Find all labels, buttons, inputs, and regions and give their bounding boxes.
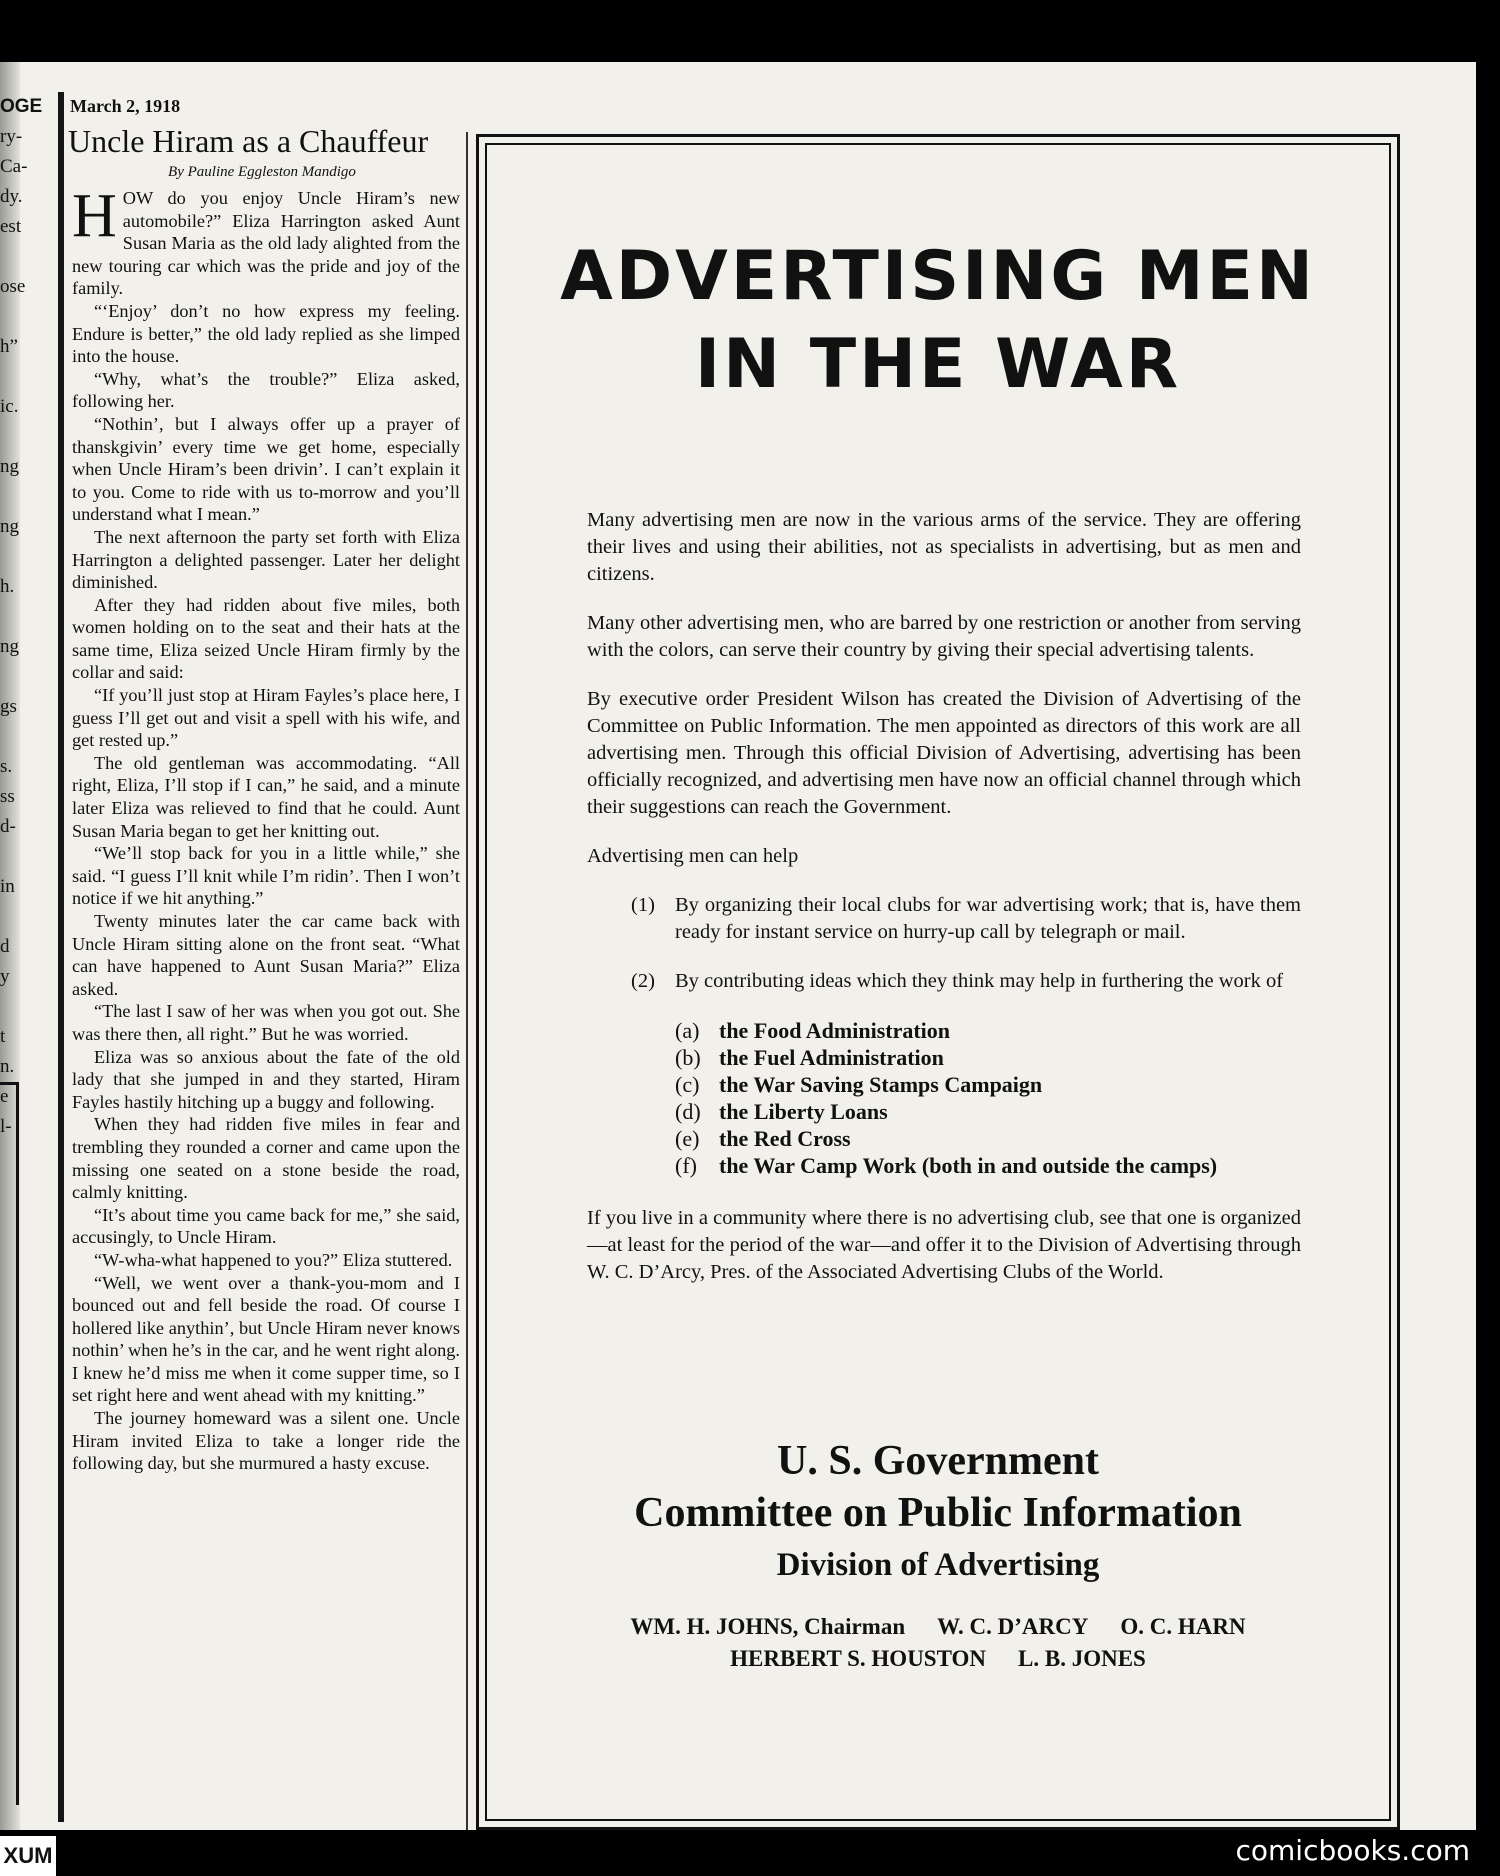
article-paragraph: Eliza was so anxious about the fate of the old lady that she jumped in and they started, Hiram Fayles hastily hitching up a buggy and following. <box>72 1046 460 1112</box>
article-paragraph: “We’ll stop back for you in a little while,” she said. “I guess I’ll knit while I’m ridin’. Then I won’t notice if we hit anything.” <box>72 843 460 909</box>
prev-column-line: d- <box>0 816 16 837</box>
gov-line-3: Division of Advertising <box>776 1547 1100 1583</box>
agency-item: (f) the War Camp Work (both in and outside the camps) <box>675 1153 1218 1178</box>
prev-column-line: ss <box>0 786 15 807</box>
prev-column-line: t <box>0 1026 6 1047</box>
article-paragraph: “Why, what’s the trouble?” Eliza asked, following her. <box>72 368 460 412</box>
prev-column-line: ng <box>0 636 19 657</box>
article-paragraph: Twenty minutes later the car came back with Uncle Hiram sitting alone on the front seat. “What can have happened to Aunt Susan Maria?” Eliza asked. <box>72 911 460 999</box>
help-item: (2) By contributing ideas which they think may help in furthering the work of <box>631 970 1284 992</box>
advertisement-frame <box>476 134 1400 1830</box>
prev-column-line: dy. <box>0 186 23 207</box>
prev-column-line: l- <box>0 1116 12 1137</box>
article-body <box>58 182 466 1475</box>
prev-column-line <box>0 722 66 752</box>
ad-paragraph: By executive order President Wilson has created the Division of Advertising of the Committee on Public Information. The men appointed as directors of this work are all advertising men. Through this official Division of Advertising, advertising has been officially recognized, and advertising men have now an official channel through which their suggestions can reach the Government. <box>587 688 1301 818</box>
prev-column-line <box>0 422 66 452</box>
article-column <box>58 96 466 1475</box>
watermark: comicbooks.com <box>1235 1834 1470 1867</box>
ad-headline-line-1: ADVERTISING MEN <box>560 237 1316 316</box>
column-divider <box>466 132 468 1830</box>
article-paragraph: “The last I saw of her was when you got out. She was there then, all right.” But he was worried. <box>72 1001 460 1044</box>
scan-source-tag: XUM <box>0 1836 56 1876</box>
prev-column-line: n. <box>0 1056 15 1077</box>
prev-column-line <box>0 662 66 692</box>
prev-column-line: ng <box>0 456 19 477</box>
prev-column-line: ry- <box>0 126 23 147</box>
prev-column-line <box>0 542 66 572</box>
scanned-page <box>0 62 1476 1830</box>
article-paragraph: The next afternoon the party set forth with Eliza Harrington a delighted passenger. Later her delight diminished. <box>72 526 460 593</box>
help-list <box>631 892 1301 995</box>
prev-column-line: y <box>0 966 10 987</box>
article-paragraph: “Well, we went over a thank-you-mom and I bounced out and fell beside the road. Of course I hollered like anythin’, but Uncle Hiram never knows nothin’ when he’s in the car, and he went right along. I knew he’d miss me when it come supper time, so I set right here and went ahead with my knitting.” <box>72 1272 460 1406</box>
article-paragraph: “‘Enjoy’ don’t no how express my feeling. Endure is better,” the old lady replied as she limped into the house. <box>72 300 460 367</box>
agency-item: (b) the Fuel Administration <box>675 1045 944 1070</box>
article-paragraph: When they had ridden five miles in fear and trembling they rounded a corner and came upon the missing one seated on a stone beside the road, calmly knitting. <box>72 1114 460 1203</box>
prev-column-line: ic. <box>0 396 19 417</box>
help-item: (1) By organizing their local clubs for war advertising work; that is, have them ready for instant service on hurry-up call by telegraph or mail. <box>631 894 1301 943</box>
prev-column-line: gs <box>0 696 17 717</box>
article-paragraph: “If you’ll just stop at Hiram Fayles’s place here, I guess I’ll get out and visit a spell with his wife, and get rested up.” <box>72 685 460 751</box>
agency-item: (e) the Red Cross <box>675 1126 851 1151</box>
prev-column-line: est <box>0 216 22 237</box>
drop-cap: H <box>72 182 117 250</box>
prev-column-line <box>0 842 66 872</box>
prev-column-line: d <box>0 936 10 957</box>
ad-headline <box>487 233 1389 409</box>
agency-item: (c) the War Saving Stamps Campaign <box>675 1072 1043 1097</box>
prev-column-line <box>0 362 66 392</box>
prev-column-line <box>0 902 66 932</box>
ad-signature-block <box>487 1435 1389 1675</box>
prev-column-line <box>0 302 66 332</box>
prev-column-line: OGE <box>0 96 43 117</box>
article-paragraph: HOW do you enjoy Uncle Hiram’s new automobile?” Eliza Harrington asked Aunt Susan Maria as the old lady alighted from the new touring car which was the pride and joy of the family. <box>72 182 460 299</box>
previous-page-column-fragment <box>0 92 66 1142</box>
ad-closing: If you live in a community where there is no advertising club, see that one is organized—at least for the period of the war—and offer it to the Division of Advertising through W. C. D’Arcy, Pres. of the Associated Advertising Clubs of the World. <box>587 1207 1301 1283</box>
prev-column-line: ose <box>0 276 26 297</box>
article-byline: By Pauline Eggleston Mandigo <box>168 164 356 180</box>
article-paragraph: After they had ridden about five miles, both women holding on to the seat and their hats at the same time, Eliza seized Uncle Hiram firmly by the collar and said: <box>72 594 460 683</box>
prev-column-line: Ca- <box>0 156 28 177</box>
agency-item: (a) the Food Administration <box>675 1018 951 1043</box>
prev-column-line: s. <box>0 756 13 777</box>
prev-column-line <box>0 242 66 272</box>
ad-help-intro: Advertising men can help <box>587 845 799 867</box>
ad-body <box>587 507 1301 1308</box>
ad-paragraph: Many other advertising men, who are barred by one restriction or another from serving with the colors, can serve their country by giving their special advertising talents. <box>587 612 1301 661</box>
prev-column-line <box>0 482 66 512</box>
prev-column-line: in <box>0 876 15 897</box>
article-paragraph: “It’s about time you came back for me,” she said, accusingly, to Uncle Hiram. <box>72 1204 460 1248</box>
article-paragraph: “W-wha-what happened to you?” Eliza stuttered. <box>94 1249 453 1270</box>
article-paragraph: “Nothin’, but I always offer up a prayer of thanskgivin’ every time we get home, especially when Uncle Hiram’s been drivin’. I can’t explain it to you. Come to ride with us to-morrow and you’ll understand what I mean.” <box>72 413 460 525</box>
article-title: Uncle Hiram as a Chauffeur <box>68 123 429 159</box>
agency-list <box>675 1017 1301 1179</box>
gov-line-1: U. S. Government <box>777 1438 1099 1484</box>
prev-column-line: e <box>0 1086 9 1107</box>
dateline: March 2, 1918 <box>70 96 181 116</box>
members-row-1: WM. H. JOHNS, Chairman W. C. D’ARCY O. C. HARN <box>630 1614 1246 1639</box>
members-row-2: HERBERT S. HOUSTON L. B. JONES <box>730 1646 1146 1671</box>
prev-column-line <box>0 992 66 1022</box>
page-gutter-rule <box>58 92 64 1822</box>
prev-column-line: h” <box>0 336 18 357</box>
advertisement-inner-border <box>485 143 1391 1821</box>
prev-column-line <box>0 602 66 632</box>
prev-column-line: ng <box>0 516 19 537</box>
ad-headline-line-2: IN THE WAR <box>694 325 1182 404</box>
article-paragraph: The old gentleman was accommodating. “All right, Eliza, I’ll stop if I can,” he said, and a minute later Eliza was relieved to find that he could. Aunt Susan Maria began to get her knitting out. <box>72 752 460 841</box>
article-paragraph: The journey homeward was a silent one. Uncle Hiram invited Eliza to take a longer ride the following day, but she murmured a hasty excuse. <box>72 1408 460 1474</box>
gov-line-2: Committee on Public Information <box>634 1490 1242 1536</box>
prev-column-line: h. <box>0 576 15 597</box>
ad-paragraph: Many advertising men are now in the various arms of the service. They are offering their lives and using their abilities, not as specialists in advertising, but as men and citizens. <box>587 509 1301 585</box>
agency-item: (d) the Liberty Loans <box>675 1099 888 1124</box>
previous-page-frame-fragment <box>0 1082 19 1805</box>
